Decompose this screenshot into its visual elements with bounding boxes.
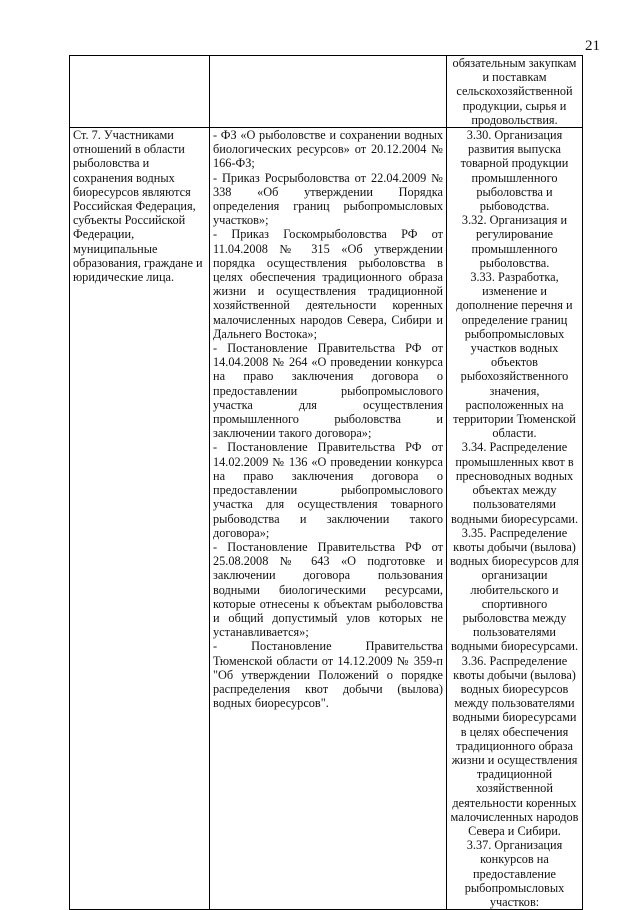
subject-cell: Ст. 7. Участниками отношений в области рыболовства и сохранения водных биоресурсов являются Российская Федерация, субъекты Российской Федерации, муниципальные образования, граждане и юридические лица. (70, 128, 210, 910)
power-item: 3.30. Организация развития выпуска товарной продукции промышленного рыболовства и рыбоводства. (460, 128, 569, 214)
table-cell-empty (210, 56, 447, 128)
legal-table (69, 55, 583, 910)
act-item: - Приказ Госкомрыболовства РФ от 11.04.2008 № 315 «Об утверждении порядка осуществления рыболовства в целях обеспечения традиционного образа жизни и осуществления традиционной хозяйственной деятельности коренных малочисленных народов Севера, Сибири и Дальнего Востока»; (213, 227, 443, 341)
power-item: 3.35. Распределение квоты добычи (вылова) водных биоресурсов для организации любительского и спортивного рыболовства между пользователями водными биоресурсами. (450, 525, 579, 654)
act-item: - Постановление Правительства Тюменской области от 14.12.2009 № 359-п "Об утверждении Положений о порядке распределения квот добычи (вылова) водных биоресурсов". (213, 639, 443, 711)
powers-cell (447, 128, 583, 910)
table-cell-empty (70, 56, 210, 128)
table-row (70, 56, 583, 128)
powers-text: обязательным закупкам и поставкам сельскохозяйственной продукции, сырья и продовольствия. (452, 56, 577, 127)
act-item: - Постановление Правительства РФ от 25.08.2008 № 643 «О подготовке и заключении договора пользования водными биологическими ресурсами, которые отнесены к объектам рыболовства и общий допустимый улов которых не устанавливается»; (213, 539, 443, 640)
power-item: 3.33. Разработка, изменение и дополнение перечня и определение границ рыбопромысловых участков водных объектов рыбохозяйственного значения, расположенных на территории Тюменской области. (453, 270, 576, 441)
act-item: - Приказ Росрыболовства от 22.04.2009 № 338 «Об утверждении Порядка определения границ рыбопромысловых участков»; (213, 170, 443, 228)
act-item: - Постановление Правительства РФ от 14.04.2008 № 264 «О проведении конкурса на право заключения договора о предоставлении рыбопромыслового участка для осуществления промышленного рыболовства и заключении такого договора»; (213, 341, 443, 441)
power-item: 3.32. Организация и регулирование промышленного рыболовства. (461, 213, 568, 270)
acts-cell (210, 128, 447, 910)
power-item: 3.36. Распределение квоты добычи (вылова) водных биоресурсов между пользователями водными биоресурсами в целях обеспечения традиционного образа жизни и осуществления традиционной хозяйственной деятельности коренных малочисленных народов Севера и Сибири. (450, 653, 579, 838)
page-number: 21 (585, 38, 600, 54)
powers-continuation (447, 56, 583, 128)
act-item: - ФЗ «О рыболовстве и сохранении водных биологических ресурсов» от 20.12.2004 № 166-ФЗ; (213, 128, 443, 171)
power-item: 3.37. Организация конкурсов на предоставление рыбопромысловых участков: (464, 838, 565, 909)
power-item: 3.34. Распределение промышленных квот в пресноводных водных объектах между пользователями водными биоресурсами. (450, 440, 579, 526)
act-item: - Постановление Правительства РФ от 14.02.2009 № 136 «О проведении конкурса на право заключения договора о предоставлении рыбопромыслового участка для осуществления товарного рыбоводства и заключении такого договора»; (213, 440, 443, 540)
table-row (70, 128, 583, 910)
